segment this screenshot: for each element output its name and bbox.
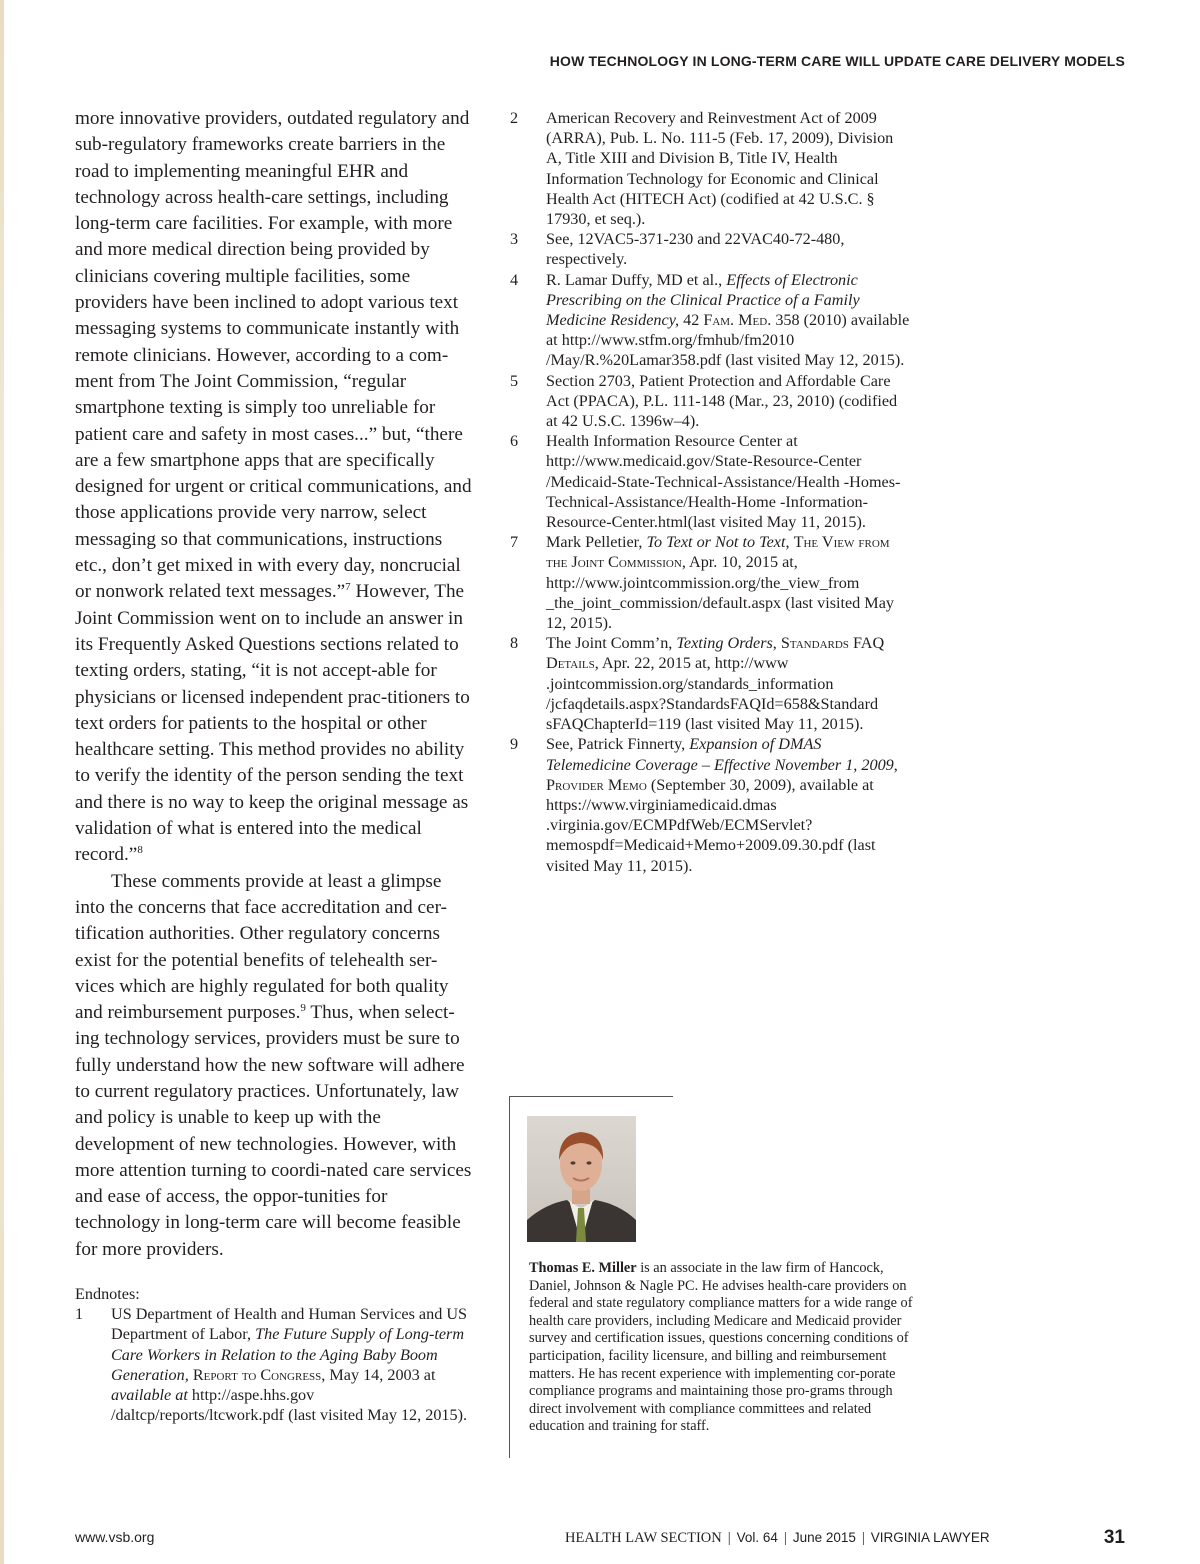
endnote-5 xyxy=(510,371,910,432)
endnote-3 xyxy=(510,229,910,269)
endnotes-right xyxy=(510,108,910,876)
endnote-number: 3 xyxy=(510,230,519,249)
footer-website[interactable]: www.vsb.org xyxy=(75,1529,155,1545)
footer-masthead: HEALTH LAW SECTION | Vol. 64 | June 2015 | VIRGINIA LAWYER xyxy=(565,1530,990,1546)
endnote-text: The Joint Comm’n, Texting Orders, Standards FAQ Details, Apr. 22, 2015 at, http://www .jointcommission.org/standards_information /jcfaqdetails.aspx?StandardsFAQId=658&Standard sFAQChapterId=119 (last visited May 11, 2015). xyxy=(546,634,885,734)
endnote-number: 7 xyxy=(510,533,519,552)
paragraph-1: more innovative providers, outdated regulatory and sub-regulatory frameworks create barriers in the road to implementing meaningful EHR and technology across health-care settings, including long-term care facilities. For example, with more and more medical direction being provided by clinicians covering multiple facilities, some providers have been inclined to adopt various text messaging systems to communicate instantly with remote clinicians. However, according to a com-ment from The Joint Commission, “regular smartphone texting is simply too unreliable for patient care and safety in most cases...” but, “there are a few smartphone apps that are specifically designed for urgent or critical communications, and those applications provide very narrow, select messaging so that communications, instructions etc., don’t get mixed in with every day, noncrucial or nonwork related text messages.”$^7$ However, The Joint Commission went on to include an answer in its Frequently Asked Questions sections related to texting orders, stating, “it is not accept-able for physicians or licensed independent prac-titioners to text orders for patients to the hospital or other healthcare setting. This method provides no ability to verify the identity of the person sending the text and there is no way to keep the original message as validation of what is entered into the medical record.”$^8$ xyxy=(75,108,472,866)
endnote-number: 2 xyxy=(510,109,519,127)
running-head: HOW TECHNOLOGY IN LONG-TERM CARE WILL UPDATE CARE DELIVERY MODELS xyxy=(549,53,1125,69)
author-name: Thomas E. Miller xyxy=(529,1260,637,1276)
endnote-2 xyxy=(510,108,910,229)
endnote-number: 8 xyxy=(510,634,519,653)
bio-rule-horizontal xyxy=(509,1096,673,1097)
paragraph-2: These comments provide at least a glimpse into the concerns that face accreditation and cer-tification authorities. Other regulatory concerns exist for the potential benefits of telehealth ser-vices which are highly regulated for both quality and reimbursement purposes.$^9$ Thus, when select-ing technology services, providers must be sure to fully understand how the new software will adhere to current regulatory practices. Unfortunately, law and policy is unable to keep up with the development of new technologies. However, with more attention turning to coordi-nated care services and ease of access, the oppor-tunities for technology in long-term care will become feasible for more providers. xyxy=(75,870,472,1260)
endnotes-left xyxy=(75,1284,473,1425)
endnote-8 xyxy=(510,633,910,734)
author-photo xyxy=(527,1116,636,1242)
footer-section: HEALTH LAW SECTION xyxy=(565,1530,722,1546)
endnote-text: See, Patrick Finnerty, Expansion of DMAS Telemedicine Coverage – Effective November 1, 2009, Provider Memo (September 30, 2009), available at https://www.virginiamedicaid.dmas .virginia.gov/ECMPdfWeb/ECMServlet? memospdf=Medicaid+Memo+2009.09.30.pdf (last visited May 11, 2015). xyxy=(546,735,898,875)
page-edge xyxy=(0,0,4,1564)
article-body xyxy=(75,106,473,1263)
endnote-number: 4 xyxy=(510,270,519,289)
footnote-ref-8[interactable]: 8 xyxy=(137,844,143,857)
endnote-6 xyxy=(510,431,910,532)
footnote-ref-7[interactable]: 7 xyxy=(345,581,351,594)
endnote-text: American Recovery and Reinvestment Act of 2009 (ARRA), Pub. L. No. 111-5 (Feb. 17, 2009), Division A, Title XIII and Division B, Title IV, Health Information Technology for Economic and Clinical Health Act (HITECH Act) (codified at 42 U.S.C. § 17930, et seq.). xyxy=(546,109,894,229)
endnote-number: 5 xyxy=(510,371,519,390)
footer-date: June 2015 xyxy=(792,1530,856,1545)
endnote-text: Mark Pelletier, To Text or Not to Text, The View from the Joint Commission, Apr. 10, 2015 at, http://www.jointcommission.org/the_view_from _the_joint_commission/default.aspx (last visited May 12, 2015). xyxy=(546,533,894,633)
endnotes-heading: Endnotes: xyxy=(75,1285,140,1303)
endnote-9 xyxy=(510,734,910,875)
footnote-ref-9[interactable]: 9 xyxy=(300,1002,306,1015)
author-bio xyxy=(529,1260,914,1436)
endnote-text: Section 2703, Patient Protection and Affordable Care Act (PPACA), P.L. 111-148 (Mar., 23, 2010) (codified at 42 U.S.C. 1396w–4). xyxy=(546,371,898,431)
author-portrait-illustration xyxy=(527,1116,636,1242)
endnote-text: R. Lamar Duffy, MD et al., Effects of Electronic Prescribing on the Clinical Practice of a Family Medicine Residency, 42 Fam. Med. 358 (2010) available at http://www.stfm.org/fmhub/fm2010 /May/R.%20Lamar358.pdf (last visited May 12, 2015). xyxy=(546,270,910,370)
endnote-1 xyxy=(75,1304,473,1425)
footer-volume: Vol. 64 xyxy=(736,1530,778,1545)
page-number: 31 xyxy=(1103,1527,1125,1548)
endnote-number: 9 xyxy=(510,735,519,754)
endnote-text: Health Information Resource Center at http://www.medicaid.gov/State-Resource-Center /Medicaid-State-Technical-Assistance/Health -Homes-Technical-Assistance/Health-Home -Information-Resource-Center.html(last visited May 11, 2015). xyxy=(546,432,901,532)
endnote-text: See, 12VAC5-371-230 and 22VAC40-72-480, respectively. xyxy=(546,230,845,269)
bio-rule-vertical xyxy=(509,1096,510,1458)
endnote-number: 1 xyxy=(75,1305,84,1324)
endnote-7 xyxy=(510,532,910,633)
endnote-text: US Department of Health and Human Services and US Department of Labor, The Future Supply of Long-term Care Workers in Relation to the Aging Baby Boom Generation, Report to Congress, May 14, 2003 at available at http://aspe.hhs.gov /daltcp/reports/ltcwork.pdf (last visited May 12, 2015). xyxy=(111,1305,468,1425)
endnote-number: 6 xyxy=(510,432,519,451)
footer-publication: VIRGINIA LAWYER xyxy=(870,1530,990,1545)
endnote-4 xyxy=(510,270,910,371)
author-bio-text: is an associate in the law firm of Hancock, Daniel, Johnson & Nagle PC. He advises health-care providers on federal and state regulatory compliance matters for a wide range of health care providers, including Medicare and Medicaid provider survey and certification issues, questions concerning conditions of participation, facility licensure, and billing and reimbursement matters. He has recent experience with implementing cor-porate compliance programs and maintaining those pro-grams through direct involvement with compliance committees and related education and training for staff. xyxy=(529,1260,913,1435)
